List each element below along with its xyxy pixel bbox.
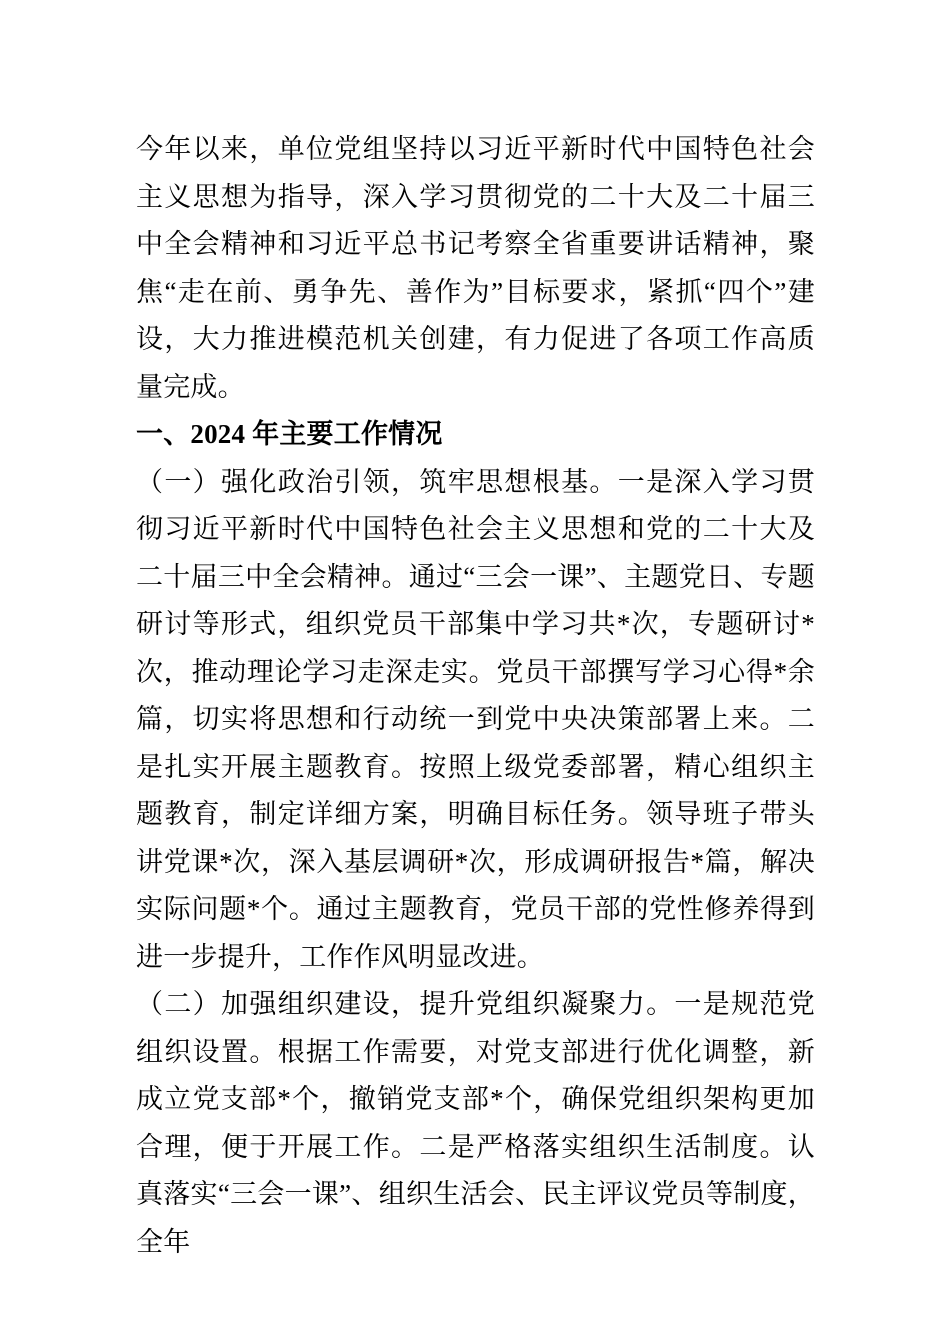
intro-paragraph: 今年以来，单位党组坚持以习近平新时代中国特色社会主义思想为指导，深入学习贯彻党的二十大及二十届三中全会精神和习近平总书记考察全省重要讲话精神，聚焦“走在前、勇争先、善作为”目标要求，紧抓“四个”建设，大力推进模范机关创建，有力促进了各项工作高质量完成。 (136, 134, 815, 402)
subsection-paragraph-political-guidance: （一）强化政治引领，筑牢思想根基。一是深入学习贯彻习近平新时代中国特色社会主义思想和党的二十大及二十届三中全会精神。通过“三会一课”、主题党日、专题研讨等形式，组织党员干部集中学习共*次，专题研讨*次，推动理论学习走深走实。党员干部撰写学习心得*余篇，切实将思想和行动统一到党中央决策部署上来。二是扎实开展主题教育。按照上级党委部署，精心组织主题教育，制定详细方案，明确目标任务。领导班子带头讲党课*次，深入基层调研*次，形成调研报告*篇，解决实际问题*个。通过主题教育，党员干部的党性修养得到进一步提升，工作作风明显改进。 (136, 466, 815, 972)
document-page (136, 126, 815, 1266)
section-heading-2024-work: 一、2024 年主要工作情况 (136, 419, 443, 449)
subsection-paragraph-organization-building: （二）加强组织建设，提升党组织凝聚力。一是规范党组织设置。根据工作需要，对党支部进行优化调整，新成立党支部*个，撤销党支部*个，确保党组织架构更加合理，便于开展工作。二是严格落实组织生活制度。认真落实“三会一课”、组织生活会、民主评议党员等制度，全年 (136, 989, 815, 1257)
